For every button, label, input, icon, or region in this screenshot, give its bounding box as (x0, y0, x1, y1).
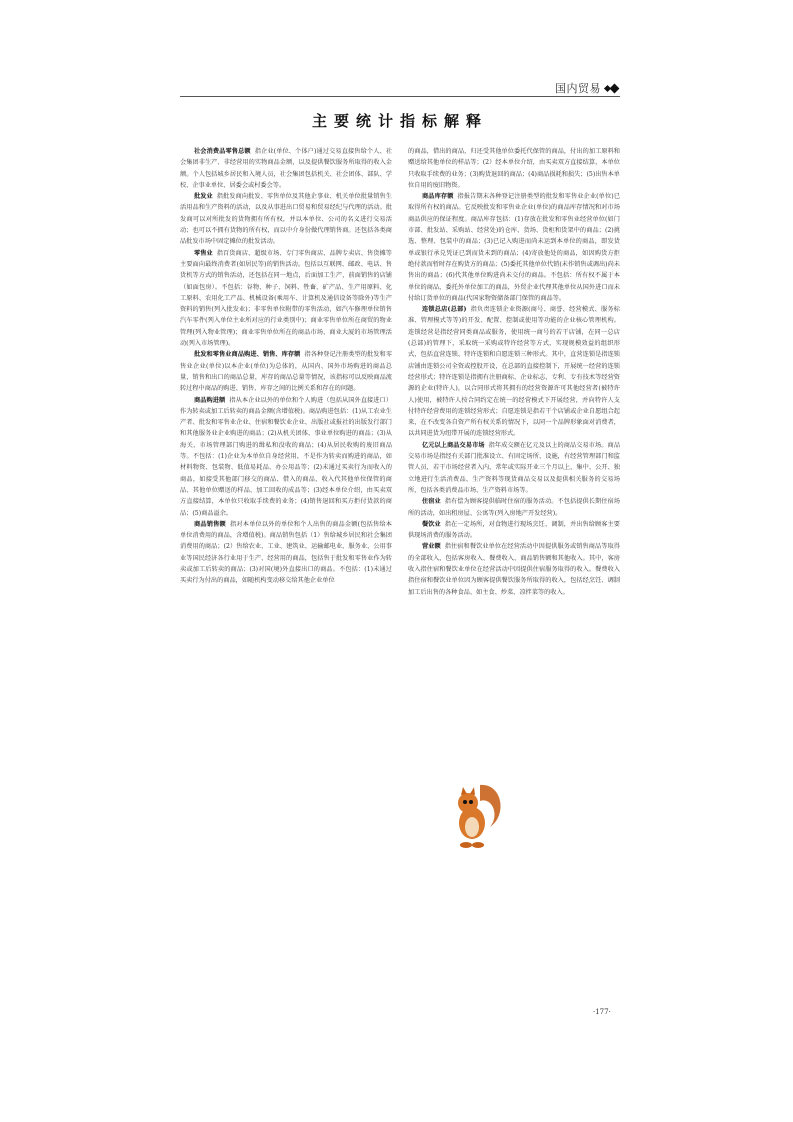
definition-entry (180, 519, 392, 587)
definition-text: 指有偿为顾客提供临时住宿的服务活动。不包括提供长期住宿场所的活动，如出租房屋、公寓等(列入房地产开发经营)。 (408, 498, 620, 517)
term-heading: 商品购进额 (194, 396, 226, 404)
term-heading: 零售业 (194, 249, 213, 257)
definition-entry (408, 191, 620, 304)
left-column (180, 146, 392, 598)
term-heading: 住宿业 (422, 498, 441, 506)
page-title: 主要统计指标解释 (311, 112, 488, 130)
definition-entry (180, 191, 392, 247)
term-heading: 社会消费品零售总额 (194, 148, 251, 155)
definition-entry (180, 248, 392, 350)
definition-entry (408, 304, 620, 440)
definition-text: 指从本企业以外的单位和个人购进（包括从国外直接进口）作为转卖或加工后转卖的商品金额(含增值税)。商品购进包括：(1)从工农业生产者、批发和零售业企业、住宿和餐饮业企业、出版社或报社的出版发行部门和其他服务业企业购进的商品；(2)从机关团体、事业单位购进的商品；(3)从海关、市场管理部门购进的缉私和没收的商品；(4)从居民收购的废旧商品等。不包括：(1)企业为本单位自身经营用，不是作为转卖而购进的商品，如材料物资、包装物、低值易耗品、办公用品等；(2)未通过买卖行为而收入的商品，如接受其他部门移交的商品、借入的商品、收入代其他单位保管的商品、其他单位赠送的样品、加工回收的成品等；(3)经本单位介绍，由买卖双方直接结算，本单位只收取手续费的业务；(4)销售退回和买方拒付货款的商品；(5)商品溢余。 (180, 396, 393, 517)
term-heading: 商品销售额 (194, 520, 226, 528)
definition-text: 指在一定场所，对食物进行现场烹饪、调制，并出售给顾客主要供现场消费的服务活动。 (408, 520, 620, 540)
squirrel-mascot-watermark (440, 775, 510, 855)
definition-text: 指年成交额在亿元及以上的商品交易市场。商品交易市场是指经有关部门批准设立、有固定场所、设施，有经营管理部门和监管人员，若干市场经营者入内，常年或实际开业三个月以上，集中、公开、独立地进行生活消费品、生产资料等现货商品交易以及提供相关服务的交易场所，包括各类消费品市场、生产资料市场等。 (408, 441, 621, 494)
definition-text: 指报告期末各种登记注册类型的批发和零售业企业(单位)已取得所有权的商品。它反映批发和零售业企业(单位)的商品库存情况和对市场商品供应的保证程度。商品库存包括：(1)存放在批发和零售业经营单位(如门市部、批发站、采购站、经营处)的仓库、货场、货柜和货架中的商品；(2)挑选、整理、包装中的商品；(3)已记入购进而尚未运到本单位的商品，即发货单或银行承兑凭证已到而货未到的商品；(4)寄放他处的商品，如因购货方拒绝付款而暂时存在购货方的商品；(5)委托其他单位代销(未作销售或调出)尚未售出的商品；(6)代其他单位购进尚未交付的商品。不包括：所有权不属于本单位的商品，委托外单位加工的商品，外贸企业代理其他单位从国外进口而未付给订货单位的商品(代国家物资储备部门保管的商品等。 (408, 193, 621, 302)
definition-entry (180, 349, 392, 394)
right-column (408, 146, 620, 598)
term-heading: 批发和零售业商品购进、销售、库存额 (194, 351, 301, 359)
term-heading: 营业额 (422, 543, 441, 551)
term-heading: 连锁总店(总部) (422, 306, 467, 314)
page-number: ·177· (593, 1008, 611, 1016)
definition-entry (408, 440, 620, 496)
definition-entry (180, 395, 392, 519)
definition-text: 的商品，借出的商品，归还受其他单位委托代保管的商品，付出的加工原料和赠送给其他单位的样品等；(2）经本单位介绍，由买卖双方直接结算，本单位只收取手续费的业务；(3)购货退回的商品；(4)商品损耗和损失；(5)出售本单位自用的废旧物资。 (408, 148, 620, 189)
definition-entry (180, 146, 392, 191)
term-heading: 亿元以上商品交易市场 (422, 441, 485, 449)
header-rule (180, 96, 620, 97)
definition-entry (408, 146, 620, 191)
term-heading: 批发业 (194, 193, 213, 201)
definition-entry (408, 496, 620, 519)
diamond-icon (605, 85, 618, 92)
text-columns (180, 146, 620, 598)
section-label: 国内贸易 (555, 82, 601, 95)
definition-text: 指对本单位以外的单位和个人出售的商品金额(包括售给本单位消费用的商品，含增值税)。商品销售包括（1）售给城乡居民和社会集团消费用的商品；(2）售给农业、工业、建筑业、运输邮电业、服务业、公用事业等国民经济各行业用于生产、经营用的商品，包括售于批发和零售业作为转卖或加工后转卖的商品；(3)对国(境)外直接出口的商品。不包括：(1)未通过买卖行为付出的商品，如随机构变动移交给其他企业单位 (180, 520, 392, 585)
section-header (555, 80, 618, 96)
definition-entry (408, 519, 620, 542)
definition-text: 指负责连锁企业资源(商号、商誉、经营模式、服务标准、管理模式等等)的开发、配置、控制或使用等功能的企业核心管理机构。连锁经营是指经营同类商品或服务，使用统一商号的若干店铺，在同一总店(总部)的管理下，采取统一采购或特许经营等方式，实现规模效益的组织形式，包括直营连锁、特许连锁和自愿连锁三种形式。其中，直营连锁是指连锁店铺由连锁公司全资或控股开设，在总部的直接控制下，开展统一经营的连锁经营形式；特许连锁是指拥有注册商标、企业标志、专利、专有技术等经营资源的企业(特许人)，以合同形式将其拥有的经营资源许可其他经营者(被特许人)使用，被特许人按合同约定在统一的经营模式下开展经营，并向特许人支付特许经营费用的连锁经营形式；自愿连锁是指若干个店铺或企业自愿组合起来，在不改变各自资产所有权关系的情况下，以同一个品牌形象面对消费者，以共同进货为纽带开展的连锁经营形式。 (408, 306, 620, 438)
term-heading: 商品库存额 (422, 193, 454, 201)
definition-text: 指各种登记注册类型的批发和零售业企业(单位)以本企业(单位)为总体的，从国内、国外市场购进的商品总量，销售和出口的商品总量，库存的商品总量等情况，该指标可以反映商品流转过程中商品的购进、销售、库存之间的比例关系和存在的问题。 (180, 351, 393, 393)
definition-entry (408, 541, 620, 597)
definition-text: 指百货商店、超级市场、专门零售商店、品牌专卖店、售货摊等主要面向最终消费者(如居民等)的销售活动。包括以互联网、邮政、电话、售货机等方式的销售活动，还包括在同一地点，后面加工生产，前面销售的店铺（如面包房）。不包括：谷物、种子、饲料、牲畜、矿产品、生产用原料、化工原料、农用化工产品、机械设备(乘用车、计算机及通信设备等除外)等生产资料的销售(列入批发业)；非零售单位附带的零售活动，如汽车修理单位销售汽车零件(列入单位主业所对应的行业类别中)；商业零售单位所在商贸的物业管理(列入物业管理)；商业零售单位所在的商品市场、商业大厦的市场管理活动(列入市场管理)。 (180, 249, 392, 348)
definition-text: 指批发商向批发、零售单位及其他企事业、机关单位批量销售生活用品和生产资料的活动，以及从事进出口贸易和贸易经纪与代理的活动。批发商可以对所批发的货物拥有所有权，并以本单位、公司的名义进行交易活动；也可以不拥有货物的所有权，而以中介身份做代理销售商。还包括各类商品批发市场中固定摊位的批发活动。 (180, 193, 392, 246)
definition-text: 指住宿和餐饮业单位在经营活动中因提供服务或销售商品等取得的全部收入，包括客房收入、餐费收入、商品销售额和其他收入。其中，客房收入指住宿和餐饮业单位在经营活动中因提供住宿服务取得的收入。餐费收入指住宿和餐饮业单位因为顾客提供餐饮服务所取得的收入，包括经烹饪、调制加工后出售的各种食品、如主食、炒菜、凉拌菜等的收入。 (408, 543, 620, 596)
definition-text: 指企业(单位、个体户)通过交易直接售给个人、社会集团非生产、非经营用的实物商品金额，以及提供餐饮服务所取得的收入金额。个人包括城乡居民和入境人员，社会集团包括机关、社会团体、部队、学校、企事业单位、居委会或村委会等。 (180, 148, 393, 189)
term-heading: 餐饮业 (422, 520, 441, 528)
